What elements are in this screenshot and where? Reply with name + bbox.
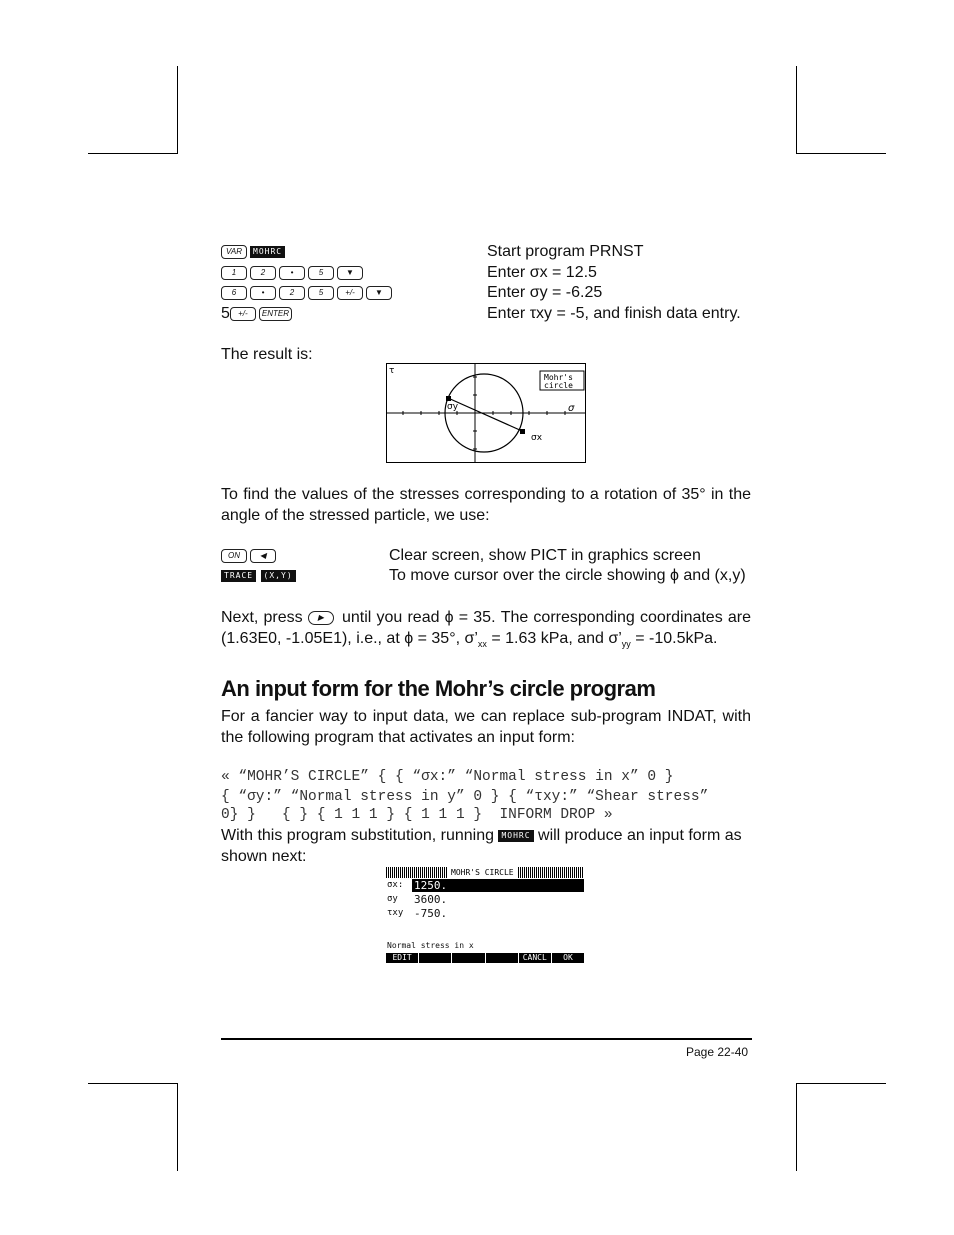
page-number: Page 22-40 [686, 1045, 749, 1059]
sigma-x-label: σx [531, 433, 543, 443]
rotation-paragraph: To find the values of the stresses corresponding to a rotation of 35° in the angle of the stressed particle, we use: [221, 486, 751, 524]
code-line: { “σy:” “Normal stress in y” 0 } { “τxy:” “Shear stress” [221, 789, 709, 805]
mohrc-softkey: MOHRC [250, 246, 285, 258]
mohr-circle-plot [386, 363, 586, 463]
code-line: « “MOHR’S CIRCLE” { { “σx:” “Normal stress in x” 0 } [221, 769, 674, 785]
subst-text-1: With this program substitution, running [221, 827, 495, 844]
crop-mark [796, 153, 886, 154]
code-line: 0} } { } { 1 1 1 } { 1 1 1 } INFORM DROP » [221, 807, 613, 823]
plot-title-line1: Mohr's [544, 373, 573, 382]
form-field-label: τxy [387, 908, 404, 918]
menu-blank[interactable] [486, 953, 518, 963]
form-field-row[interactable] [386, 879, 584, 892]
form-help-text: Normal stress in x [387, 941, 474, 950]
key-6: 6 [221, 286, 247, 300]
subscript-yy: yy [621, 639, 631, 650]
keystroke-row [221, 304, 295, 324]
form-menu-bar [386, 953, 584, 963]
var-key: VAR [221, 245, 247, 259]
trace-softkey: TRACE [221, 570, 256, 582]
menu-blank[interactable] [419, 953, 451, 963]
right-arrow-key: ▶ [308, 611, 334, 625]
menu-edit[interactable]: EDIT [386, 953, 418, 963]
input-form-screen [386, 867, 584, 963]
form-field-row[interactable] [386, 907, 584, 920]
fancier-paragraph: For a fancier way to input data, we can replace sub-program INDAT, with the following program that activates an input form: [221, 708, 751, 746]
subst-text-2: will produce an input form as [538, 827, 742, 844]
form-field-value[interactable]: 3600. [414, 893, 448, 906]
menu-ok[interactable]: OK [552, 953, 584, 963]
keystroke-row [221, 263, 366, 283]
next-text-3: = 1.63 kPa, and σ’ [486, 630, 622, 647]
key-2: 2 [279, 286, 305, 300]
result-label: The result is: [221, 346, 313, 363]
form-title: MOHR'S CIRCLE [448, 867, 517, 878]
crop-mark [796, 1083, 886, 1084]
xy-softkey: (X,Y) [261, 570, 296, 582]
on-key: ON [221, 549, 247, 563]
crop-mark [796, 66, 797, 154]
keystroke-row [221, 283, 395, 303]
form-field-row[interactable] [386, 893, 584, 906]
plus-minus-key: +/- [337, 286, 363, 300]
sigma-y-point [446, 396, 451, 401]
keystroke-row [221, 566, 296, 586]
keystroke-row [221, 546, 279, 566]
keystroke-description: Enter τxy = -5, and finish data entry. [487, 305, 741, 322]
key-5: 5 [308, 266, 334, 280]
tau-axis-label: τ [389, 366, 395, 376]
form-field-value[interactable]: -750. [414, 907, 448, 920]
next-text-1: Next, press [221, 609, 303, 626]
down-arrow-key: ▼ [366, 286, 392, 300]
next-text-2: until you read ϕ = 35. The corresponding coordinates are (1.63E0, -1.05E1), i.e., at ϕ = 35°, σ’ [221, 609, 751, 647]
crop-mark [88, 1083, 178, 1084]
keystroke-description: Enter σx = 12.5 [487, 264, 597, 281]
mohrc-softkey: MOHRC [498, 830, 533, 842]
substitution-paragraph [221, 826, 742, 846]
mohr-circle-graphic [387, 364, 585, 462]
keystroke-description: Clear screen, show PICT in graphics screen [389, 547, 701, 564]
key-2: 2 [250, 266, 276, 280]
form-field-label: σx: [387, 880, 404, 890]
down-arrow-key: ▼ [337, 266, 363, 280]
subscript-xx: xx [477, 639, 487, 650]
sigma-x-point [520, 429, 525, 434]
form-field-value-selected[interactable]: 1250. [412, 879, 584, 892]
plus-minus-key: +/- [230, 307, 256, 321]
keystroke-row [221, 242, 285, 262]
key-dot: • [279, 266, 305, 280]
substitution-paragraph-end: shown next: [221, 848, 307, 865]
keystroke-description: Start program PRNST [487, 243, 644, 260]
crop-mark [177, 66, 178, 154]
menu-cancel[interactable]: CANCL [519, 953, 551, 963]
keystroke-description: Enter σy = -6.25 [487, 284, 603, 301]
next-paragraph [221, 607, 751, 655]
sigma-axis-label: σ [568, 403, 575, 414]
section-heading: An input form for the Mohr’s circle program [221, 676, 656, 701]
sigma-y-label: σy [447, 402, 459, 412]
key-dot: • [250, 286, 276, 300]
key-1: 1 [221, 266, 247, 280]
menu-blank[interactable] [452, 953, 484, 963]
crop-mark [88, 153, 178, 154]
crop-mark [177, 1083, 178, 1171]
footer-rule [221, 1038, 752, 1040]
form-field-label: σy [387, 894, 398, 904]
plot-title-line2: circle [544, 381, 573, 390]
form-title-bar [386, 867, 584, 878]
left-arrow-key: ◀ [250, 549, 276, 563]
next-text-4: = -10.5kPa. [630, 630, 718, 647]
enter-key: ENTER [259, 307, 292, 321]
crop-mark [796, 1083, 797, 1171]
digit-5: 5 [221, 305, 230, 322]
key-5: 5 [308, 286, 334, 300]
keystroke-description: To move cursor over the circle showing ϕ and (x,y) [389, 567, 746, 584]
